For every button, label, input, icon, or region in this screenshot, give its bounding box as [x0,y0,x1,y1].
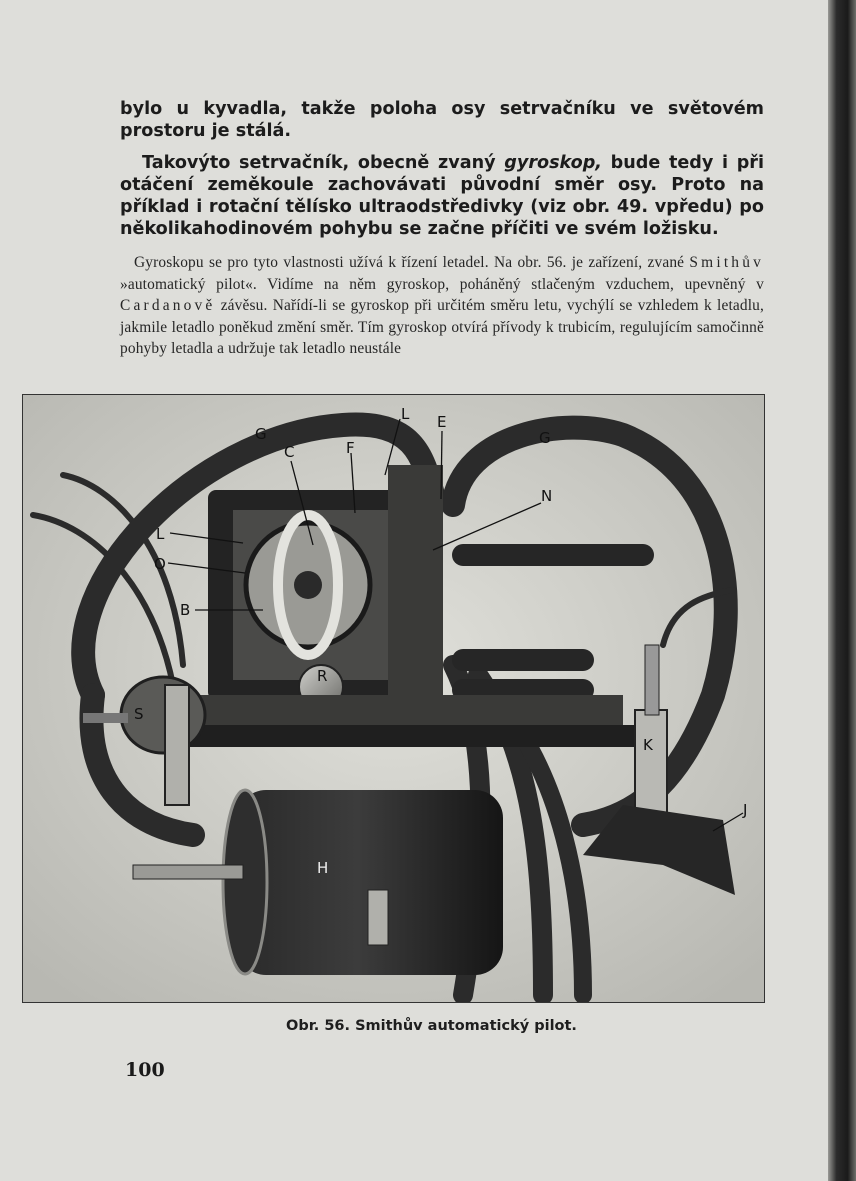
autopilot-illustration [23,395,764,1002]
name-cardan: Cardanově [120,297,216,314]
label-b: B [180,601,191,619]
paragraph-gyroscope-part1: Takovýto setrvačník, obecně zvaný [142,153,505,173]
label-c: C [284,443,295,461]
label-g-right: G [539,429,551,447]
paragraph-autopilot-part1: Gyroskopu se pro tyto vlastnosti užívá k řízení letadel. Na obr. 56. je zařízení, zvané [134,254,690,271]
h-housing [238,790,503,975]
paragraph-gyroscope-part2: bude tedy i při otáčení zeměkoule zachovávati původní směr osy. Proto na příklad i rotační tělísko ultraodstředivky (viz obr. 49. vpředu) po několikahodinovém pohybu se začne příčiti ve svém ložisku. [120,153,764,239]
label-f: F [346,439,355,457]
label-k: K [643,736,653,754]
name-smith: Smithův [689,254,764,271]
autopilot-photograph [22,394,765,1003]
label-s: S [134,705,144,723]
label-n: N [541,487,553,505]
label-e: E [437,413,447,431]
figure-caption: Obr. 56. Smithův automatický pilot. [286,1018,577,1034]
paragraph-continuation: bylo u kyvadla, takže poloha osy setrvačníku ve světovém prostoru je stálá. [120,99,764,141]
label-r: R [317,667,328,685]
paragraph-autopilot-part3: závěsu. Nařídí-li se gyroskop při určitém směru letu, vychýlí se vzhledem k letadlu, jakmile letadlo poněkud změní směr. Tím gyroskop otvírá přívody k trubicím, regulujícím samočinně pohyby letadla a udržuje tak letadlo neustále [120,297,764,357]
page-number: 100 [125,1059,165,1081]
term-gyroskop: gyroskop, [504,153,602,173]
book-binding-edge [828,0,856,1181]
label-h: H [317,859,329,877]
label-j: J [743,801,748,819]
label-l-left: L [156,525,165,543]
label-l-top: L [401,405,410,423]
paragraph-autopilot-part2: »automatický pilot«. Vidíme na něm gyroskop, poháněný stlačeným vzduchem, upevněný v [120,275,764,293]
label-g-left: G [255,425,267,443]
valve-block [388,465,443,695]
paragraph-autopilot [120,252,764,360]
paragraph-gyroscope [120,152,764,240]
label-o: O [154,555,166,573]
